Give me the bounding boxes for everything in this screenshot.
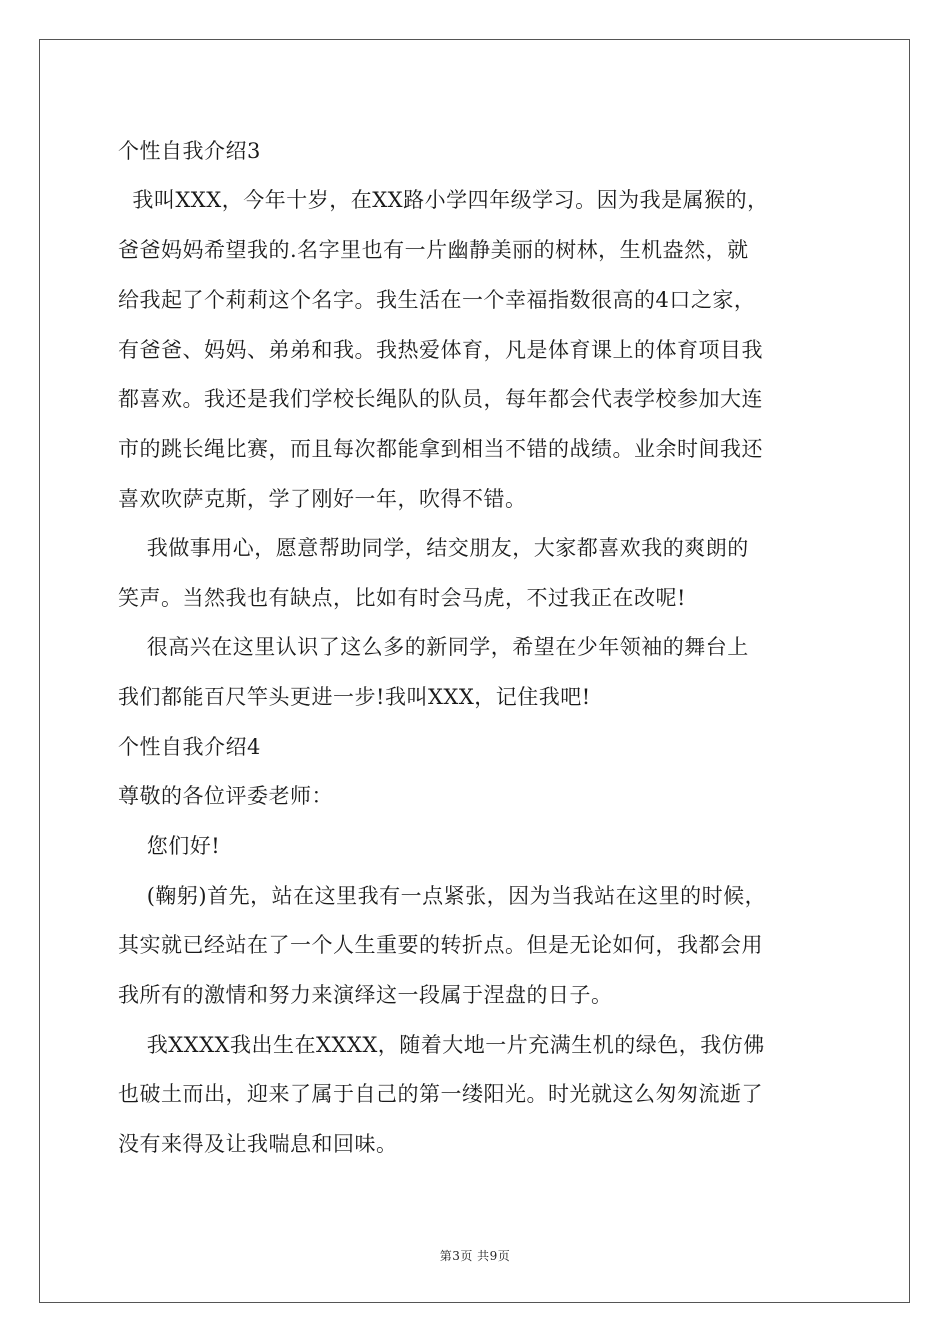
paragraph-line: 您们好! (118, 834, 221, 858)
paragraph-line: 给我起了个莉莉这个名字。我生活在一个幸福指数很高的4口之家， (118, 288, 756, 312)
paragraph-line: 市的跳长绳比赛，而且每次都能拿到相当不错的战绩。业余时间我还 (118, 437, 763, 461)
paragraph-line: 我XXXX我出生在XXXX，随着大地一片充满生机的绿色，我仿佛 (118, 1033, 765, 1057)
paragraph-line: 我们都能百尺竿头更进一步!我叫XXX，记住我吧! (118, 685, 591, 709)
page-number: 第3页 共9页 (439, 1249, 511, 1263)
section-heading: 个性自我介绍3 (118, 139, 261, 163)
paragraph-line: 没有来得及让我喘息和回味。 (118, 1132, 398, 1156)
paragraph-line: 都喜欢。我还是我们学校长绳队的队员，每年都会代表学校参加大连 (118, 387, 763, 411)
paragraph-line: 其实就已经站在了一个人生重要的转折点。但是无论如何，我都会用 (118, 933, 763, 957)
paragraph-line: 我叫XXX，今年十岁，在XX路小学四年级学习。因为我是属猴的， (118, 188, 769, 212)
paragraph-line: 笑声。当然我也有缺点，比如有时会马虎，不过我正在改呢! (118, 586, 686, 610)
paragraph-line: 我所有的激情和努力来演绎这一段属于涅盘的日子。 (118, 983, 613, 1007)
paragraph-line: 喜欢吹萨克斯，学了刚好一年，吹得不错。 (118, 487, 527, 511)
paragraph-line: 爸爸妈妈希望我的.名字里也有一片幽静美丽的树林，生机盎然，就 (118, 238, 749, 262)
paragraph-line: (鞠躬)首先，站在这里我有一点紧张，因为当我站在这里的时候， (118, 884, 767, 908)
paragraph-line: 有爸爸、妈妈、弟弟和我。我热爱体育，凡是体育课上的体育项目我 (118, 338, 763, 362)
section-heading: 个性自我介绍4 (118, 735, 261, 759)
paragraph-line: 尊敬的各位评委老师： (118, 784, 333, 808)
page-border (39, 39, 910, 1303)
paragraph-line: 也破土而出，迎来了属于自己的第一缕阳光。时光就这么匆匆流逝了 (118, 1082, 763, 1106)
paragraph-line: 我做事用心，愿意帮助同学，结交朋友，大家都喜欢我的爽朗的 (118, 536, 749, 560)
paragraph-line: 很高兴在这里认识了这么多的新同学，希望在少年领袖的舞台上 (118, 635, 749, 659)
